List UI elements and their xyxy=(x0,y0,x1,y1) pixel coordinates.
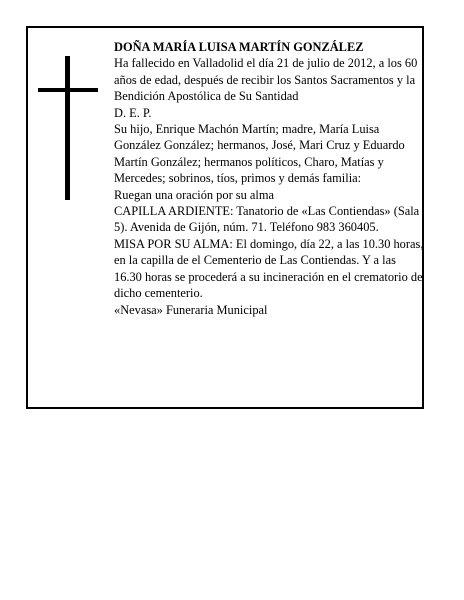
death-announcement: Ha fallecido en Valladolid el día 21 de julio de 2012, a los 60 años de edad, después de recibir los Santos Sacramentos y la Bendición Apostólica de Su Santidad xyxy=(114,56,418,104)
prayer-request: Ruegan una oración por su alma xyxy=(114,187,274,202)
obituary-notice xyxy=(26,26,424,409)
mass-info: MISA POR SU ALMA: El domingo, día 22, a las 10.30 horas, en la capilla de el Cementerio de Las Contiendas. Y a las 16.30 horas se procederá a su incineración en el crematorio de dicho cementerio. xyxy=(114,236,424,301)
deceased-name: DOÑA MARÍA LUISA MARTÍN GONZÁLEZ xyxy=(114,40,364,54)
obituary-text xyxy=(114,39,426,318)
rest-in-peace: D. E. P. xyxy=(114,105,152,120)
chapel-info: CAPILLA ARDIENTE: Tanatorio de «Las Contiendas» (Sala 5). Avenida de Gijón, núm. 71. Teléfono 983 360405. xyxy=(114,204,420,235)
cross-vertical-bar xyxy=(65,56,70,200)
family-list: Su hijo, Enrique Machón Martín; madre, María Luisa González González; hermanos, José, Mari Cruz y Eduardo Martín González; hermanos políticos, Charo, Matías y Mercedes; sobrinos, tíos, primos y demás familia: xyxy=(114,122,405,186)
cross-icon xyxy=(38,56,98,200)
funeral-home: «Nevasa» Funeraria Municipal xyxy=(114,302,268,317)
cross-horizontal-bar xyxy=(38,88,98,92)
